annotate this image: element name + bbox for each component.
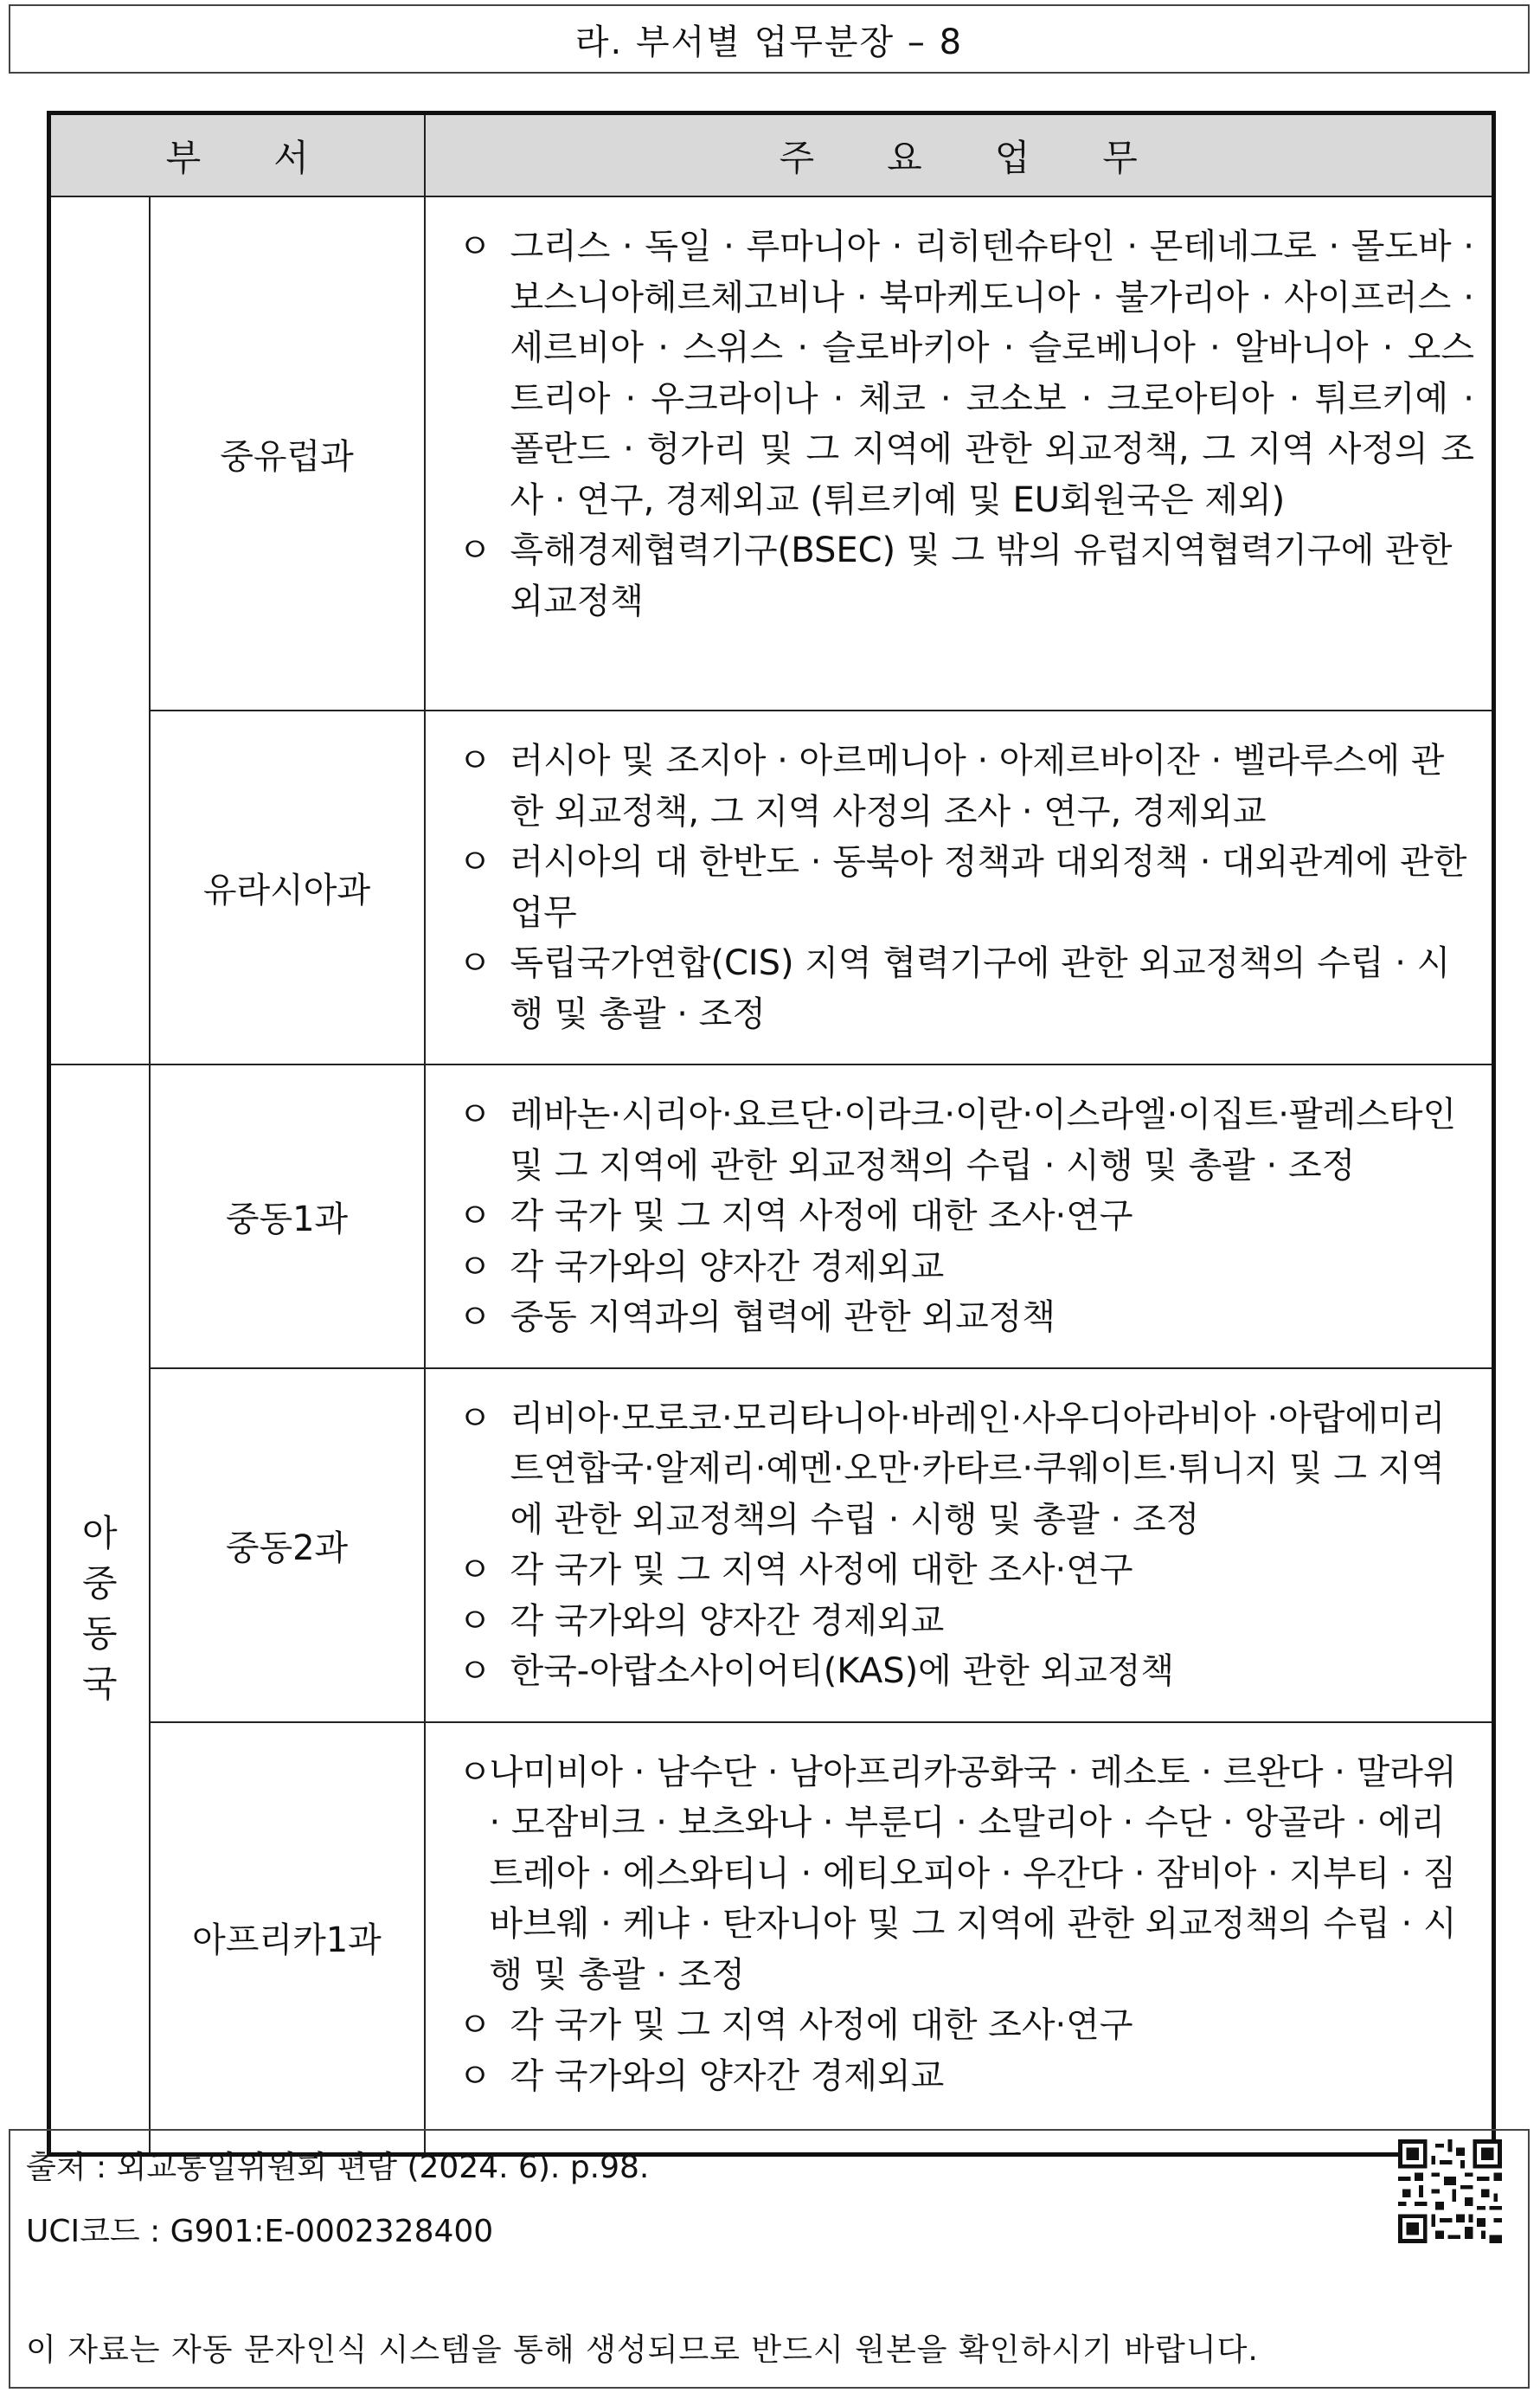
bullet-icon: ㅇ [458, 1600, 492, 1641]
list-item [459, 1747, 1475, 2001]
list-item [459, 1596, 1475, 1647]
list-item [459, 736, 1475, 837]
bullet-icon: ㅇ [458, 1651, 492, 1691]
bullet-icon: ㅇ [458, 2005, 492, 2045]
list-item [459, 1646, 1475, 1697]
qr-code-icon [1398, 2139, 1502, 2243]
duty-text: 각 국가 및 그 지역 사정에 대한 조사·연구 [510, 2005, 1133, 2045]
list-item [459, 222, 1475, 525]
header-duty: 주 요 업 무 [425, 113, 1494, 197]
bullet-icon: ㅇ [458, 943, 492, 983]
division-cell: 아프리카1과 [150, 1722, 425, 2155]
source-citation: 출처 : 외교통일위원회 편람 (2024. 6). p.98. [26, 2150, 650, 2185]
list-item [459, 1545, 1475, 1596]
list-item [459, 525, 1475, 627]
division-cell: 중동2과 [150, 1368, 425, 1722]
bullet-icon: ㅇ [458, 1297, 492, 1337]
duty-cell [425, 1064, 1494, 1368]
duty-cell [425, 1368, 1494, 1722]
list-item [459, 1393, 1475, 1546]
duty-text: 각 국가와의 양자간 경제외교 [510, 1246, 945, 1287]
bullet-icon: ㅇ [458, 531, 492, 570]
bullet-icon: ㅇ [458, 741, 492, 781]
duty-text: 러시아의 대 한반도 · 동북아 정책과 대외정책 · 대외관계에 관한 업무 [510, 842, 1467, 933]
bullet-icon: ㅇ [458, 1398, 492, 1438]
duty-text: 각 국가와의 양자간 경제외교 [510, 2055, 945, 2096]
duty-text: 독립국가연합(CIS) 지역 협력기구에 관한 외교정책의 수립 · 시행 및 총괄 · 조정 [510, 943, 1451, 1034]
duty-text: 각 국가 및 그 지역 사정에 대한 조사·연구 [510, 1550, 1133, 1590]
duty-text: 중동 지역과의 협력에 관한 외교정책 [510, 1297, 1056, 1337]
division-cell: 중유럽과 [150, 196, 425, 711]
table-row [49, 1722, 1494, 2155]
list-item [459, 938, 1475, 1039]
division-cell: 유라시아과 [150, 711, 425, 1064]
duty-text: 각 국가 및 그 지역 사정에 대한 조사·연구 [510, 1196, 1133, 1236]
duty-cell [425, 1722, 1494, 2155]
list-item [459, 1191, 1475, 1242]
page-title: 라. 부서별 업무분장 – 8 [9, 4, 1530, 74]
table-row [49, 1064, 1494, 1368]
duty-cell [425, 711, 1494, 1064]
bullet-icon: ㅇ [458, 1196, 492, 1236]
duty-text: 러시아 및 조지아 · 아르메니아 · 아제르바이잔 · 벨라루스에 관한 외교정책, 그 지역 사정의 조사 · 연구, 경제외교 [510, 741, 1445, 832]
duty-text: 나미비아 · 남수단 · 남아프리카공화국 · 레소토 · 르완다 · 말라위 · 모잠비크 · 보츠와나 · 부룬디 · 소말리아 · 수단 · 앙골라 · 에리트레아 · 에스와티니 · 에티오피아 · 우간다 · 잠비아 · 지부티 · 짐바브웨 · 케냐 · 탄자니아 및 그 지역에 관한 외교정책의 수립 · 시행 및 총괄 · 조정 [489, 1752, 1457, 1995]
list-item [459, 1090, 1475, 1191]
bullet-icon: ㅇ [458, 2055, 492, 2096]
footer-box [9, 2129, 1530, 2389]
bullet-icon: ㅇ [458, 1550, 492, 1590]
duty-text: 레바논·시리아·요르단·이라크·이란·이스라엘·이집트·팔레스타인 및 그 지역에 관한 외교정책의 수립 · 시행 및 총괄 · 조정 [510, 1095, 1457, 1186]
list-item [459, 2000, 1475, 2051]
bullet-icon: ㅇ [458, 1246, 492, 1287]
ocr-notice: 이 자료는 자동 문자인식 시스템을 통해 생성되므로 반드시 원본을 확인하시기 바랍니다. [26, 2332, 1259, 2368]
uci-code: UCI코드 : G901:E-0002328400 [26, 2214, 494, 2249]
bureau-cell-empty [49, 196, 150, 1064]
bullet-icon: ㅇ [458, 842, 492, 882]
list-item [459, 1242, 1475, 1293]
bureau-name: 아중동국 [81, 1512, 118, 1705]
bullet-icon: ㅇ [458, 227, 492, 267]
bureau-cell [49, 1064, 150, 2155]
list-item [459, 837, 1475, 938]
duty-text: 각 국가와의 양자간 경제외교 [510, 1600, 945, 1641]
table-row [49, 711, 1494, 1064]
list-item [459, 1292, 1475, 1343]
duty-text: 리비아·모로코·모리타니아·바레인·사우디아라비아 ·아랍에미리트연합국·알제리·예멘·오만·카타르·쿠웨이트·튀니지 및 그 지역에 관한 외교정책의 수립 · 시행 및 총괄 · 조정 [510, 1398, 1446, 1540]
duty-text: 흑해경제협력기구(BSEC) 및 그 밖의 유럽지역협력기구에 관한 외교정책 [510, 531, 1453, 621]
table-row [49, 196, 1494, 711]
table-row [49, 1368, 1494, 1722]
duty-text: 그리스 · 독일 · 루마니아 · 리히텐슈타인 · 몬테네그로 · 몰도바 · 보스니아헤르체고비나 · 북마케도니아 · 불가리아 · 사이프러스 · 세르비아 · 스위스 · 슬로바키아 · 슬로베니아 · 알바니아 · 오스트리아 · 우크라이나 · 체코 · 코소보 · 크로아티아 · 튀르키예 · 폴란드 · 헝가리 및 그 지역에 관한 외교정책, 그 지역 사정의 조사 · 연구, 경제외교 (튀르키예 및 EU회원국은 제외) [510, 227, 1474, 520]
table-header-row [49, 113, 1494, 197]
bullet-icon: ㅇ [458, 1095, 492, 1135]
duty-table [47, 111, 1496, 2157]
list-item [459, 2051, 1475, 2102]
header-dept: 부 서 [49, 113, 425, 197]
duty-text: 한국-아랍소사이어티(KAS)에 관한 외교정책 [510, 1651, 1175, 1691]
division-cell: 중동1과 [150, 1064, 425, 1368]
duty-cell [425, 196, 1494, 711]
bullet-icon: ㅇ [458, 1752, 492, 1792]
